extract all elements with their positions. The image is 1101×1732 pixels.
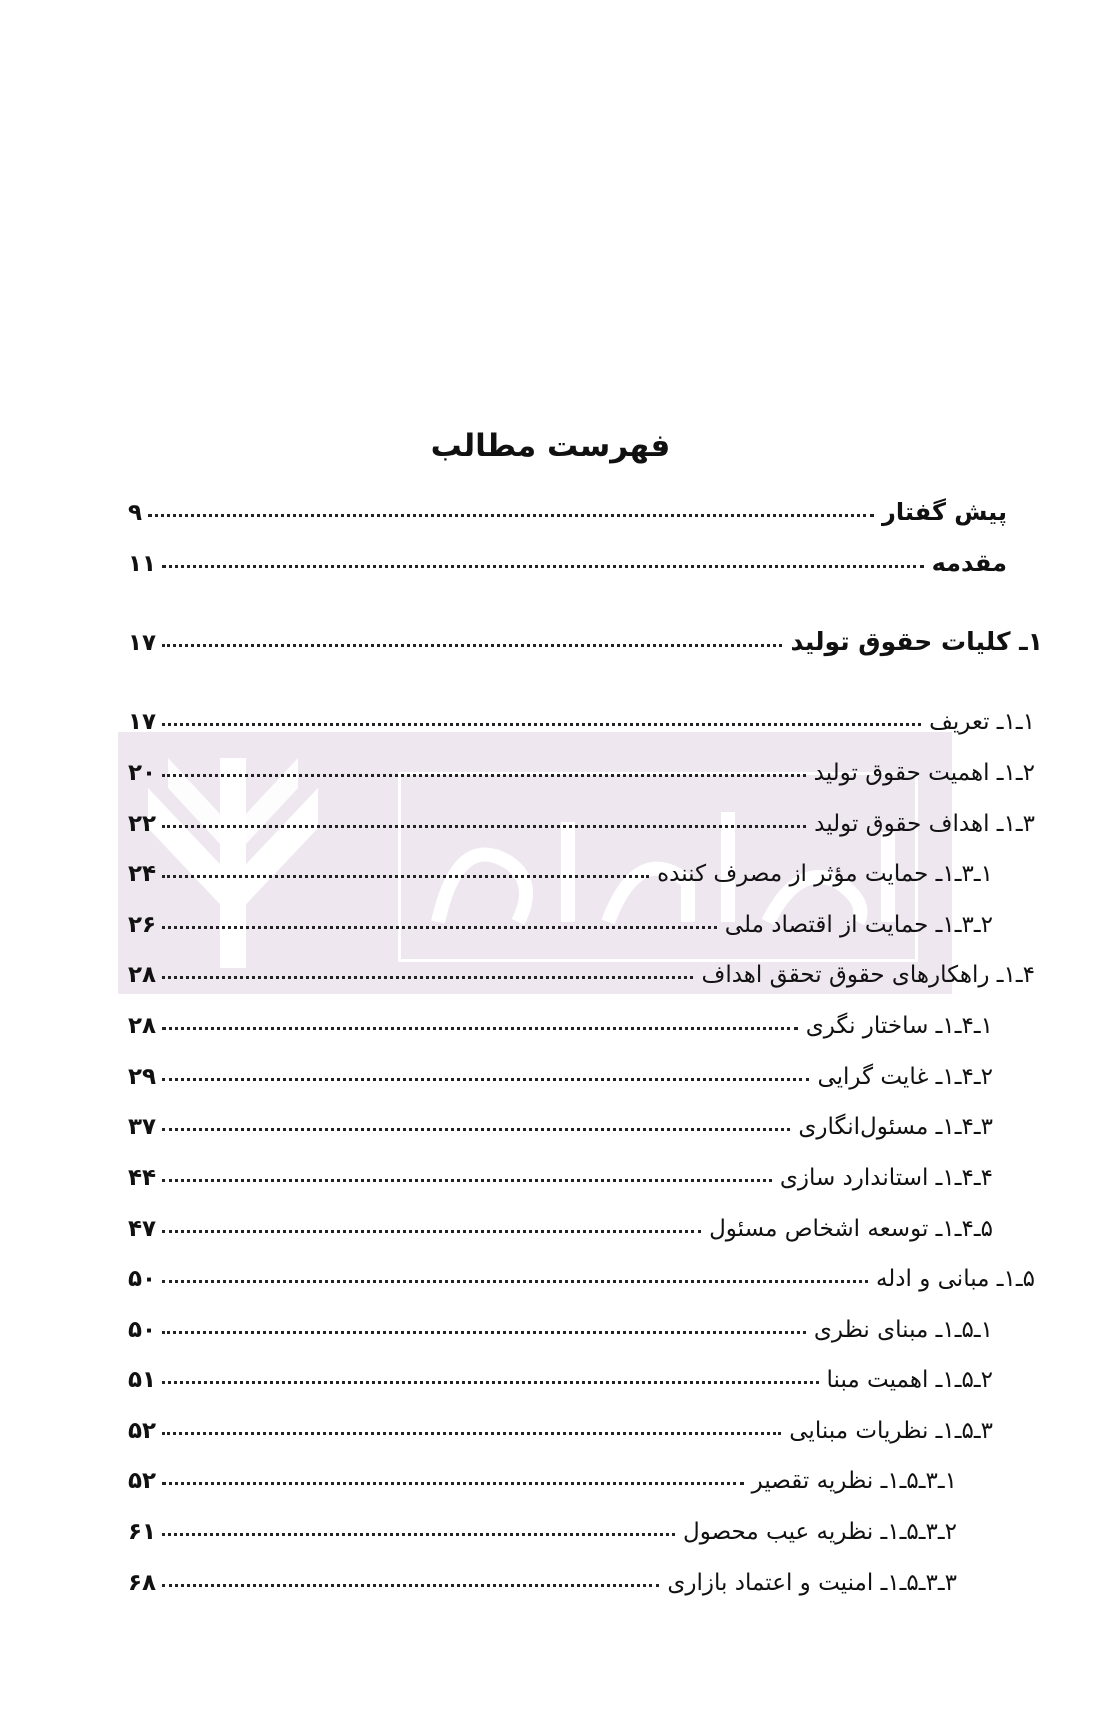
- toc-entry-page: ۶۱: [128, 1519, 157, 1545]
- toc-entry-page: ۲۲: [128, 811, 157, 837]
- dot-leader: [162, 565, 924, 568]
- toc-entry-page: ۲۸: [128, 1013, 157, 1039]
- dot-leader: [162, 723, 921, 726]
- toc-entry-page: ۲۴: [128, 861, 157, 887]
- toc-entry: [128, 1151, 993, 1191]
- toc-entry: [128, 537, 1007, 577]
- toc-entry-label: ۱ـ۵ـ۱ـ مبنای نظری: [813, 1317, 993, 1343]
- toc-entry: [128, 797, 1035, 837]
- toc-entry-page: ۴۴: [128, 1165, 157, 1191]
- dot-leader: [162, 1027, 798, 1030]
- dot-leader: [162, 1331, 806, 1334]
- toc-entry-page: ۹: [128, 500, 143, 526]
- toc-entry-label: مقدمه: [931, 549, 1007, 577]
- toc-entry: [128, 1100, 993, 1140]
- dot-leader: [162, 1280, 868, 1283]
- toc-entry-label: ۲ـ۱ـ اهمیت حقوق تولید: [813, 760, 1035, 786]
- dot-leader: [162, 926, 717, 929]
- dot-leader: [162, 1432, 781, 1435]
- dot-leader: [162, 1482, 744, 1485]
- toc-entry-label: ۲ـ۳ـ۵ـ۱ـ نظریه عیب محصول: [682, 1519, 957, 1545]
- dot-leader: [162, 1584, 659, 1587]
- toc-entry-page: ۵۱: [128, 1367, 157, 1393]
- toc-entry-label: ۵ـ۴ـ۱ـ توسعه اشخاص مسئول: [709, 1216, 993, 1242]
- toc-entry: [128, 1202, 993, 1242]
- toc-entry-page: ۵۰: [128, 1266, 157, 1292]
- toc-entry-label: ۴ـ۱ـ راهکارهای حقوق تحقق اهداف: [701, 962, 1035, 988]
- toc-entry: [128, 1353, 993, 1393]
- toc-entry-page: ۵۰: [128, 1317, 157, 1343]
- toc-entry-label: ۳ـ۴ـ۱ـ مسئول‌انگاری: [798, 1114, 993, 1140]
- toc-entry-label: ۲ـ۵ـ۱ـ اهمیت مبنا: [826, 1367, 993, 1393]
- dot-leader: [162, 1128, 790, 1131]
- toc-entry: [128, 1252, 1035, 1292]
- toc-entry-label: ۱ـ۴ـ۱ـ ساختار نگری: [805, 1013, 993, 1039]
- toc-chapter: [128, 616, 1043, 656]
- dot-leader: [148, 514, 874, 517]
- toc-entry-page: ۲۶: [128, 912, 157, 938]
- toc-entry-page: ۵۲: [128, 1418, 157, 1444]
- toc-entry-label: ۱ـ۳ـ۵ـ۱ـ نظریه تقصیر: [751, 1468, 957, 1494]
- toc-entry: [128, 847, 993, 887]
- toc-entry-label: ۱ـ۱ـ تعریف: [929, 709, 1035, 735]
- toc-entry-page: ۱۷: [128, 709, 157, 735]
- dot-leader: [162, 644, 782, 647]
- toc-entry-page: ۳۷: [128, 1114, 157, 1140]
- page-title: فهرست مطالب: [430, 428, 671, 464]
- toc-entry: [128, 1303, 993, 1343]
- toc-entry: [128, 746, 1035, 786]
- toc-entry-label: ۳ـ۱ـ اهداف حقوق تولید: [814, 811, 1035, 837]
- toc-entry-page: ۶۸: [128, 1570, 157, 1596]
- toc-entry: [128, 948, 1035, 988]
- dot-leader: [162, 1078, 809, 1081]
- dot-leader: [162, 976, 693, 979]
- toc-entry-label: پیش گفتار: [882, 498, 1007, 526]
- toc-entry-label: ۳ـ۳ـ۵ـ۱ـ امنیت و اعتماد بازاری: [667, 1570, 957, 1596]
- dot-leader: [162, 774, 806, 777]
- toc-entry-label: ۴ـ۴ـ۱ـ استاندارد سازی: [779, 1165, 993, 1191]
- toc-entry-page: ۲۹: [128, 1064, 157, 1090]
- toc-entry-label: ۲ـ۴ـ۱ـ غایت گرایی: [817, 1064, 993, 1090]
- toc-entry-page: ۲۸: [128, 962, 157, 988]
- toc-entry-page: ۲۰: [128, 760, 157, 786]
- toc-entry-page: ۵۲: [128, 1468, 157, 1494]
- toc-entry-label: ۱ـ۳ـ۱ـ حمایت مؤثر از مصرف کننده: [657, 861, 993, 887]
- toc-entry: [128, 1505, 957, 1545]
- dot-leader: [162, 825, 806, 828]
- toc-entry-label: ۳ـ۵ـ۱ـ نظریات مبنایی: [789, 1418, 993, 1444]
- dot-leader: [162, 1533, 675, 1536]
- toc-entry: [128, 1050, 993, 1090]
- toc-entry-label: ۵ـ۱ـ مبانی و ادله: [875, 1266, 1035, 1292]
- toc-entry-label: ۱ـ کلیات حقوق تولید: [790, 627, 1043, 656]
- toc-entry: [128, 1556, 957, 1596]
- toc-entry-page: ۱۷: [128, 630, 157, 656]
- toc-entry-label: ۲ـ۳ـ۱ـ حمایت از اقتصاد ملی: [724, 912, 993, 938]
- toc-entry-page: ۴۷: [128, 1216, 157, 1242]
- toc-entry: [128, 695, 1035, 735]
- toc-entry: [128, 999, 993, 1039]
- dot-leader: [162, 1381, 818, 1384]
- toc-entry-page: ۱۱: [128, 551, 157, 577]
- toc-entry: [128, 1454, 957, 1494]
- dot-leader: [162, 1230, 701, 1233]
- toc-entry: [128, 486, 1007, 526]
- dot-leader: [162, 1179, 772, 1182]
- dot-leader: [162, 875, 649, 878]
- toc-entry: [128, 1404, 993, 1444]
- toc-entry: [128, 898, 993, 938]
